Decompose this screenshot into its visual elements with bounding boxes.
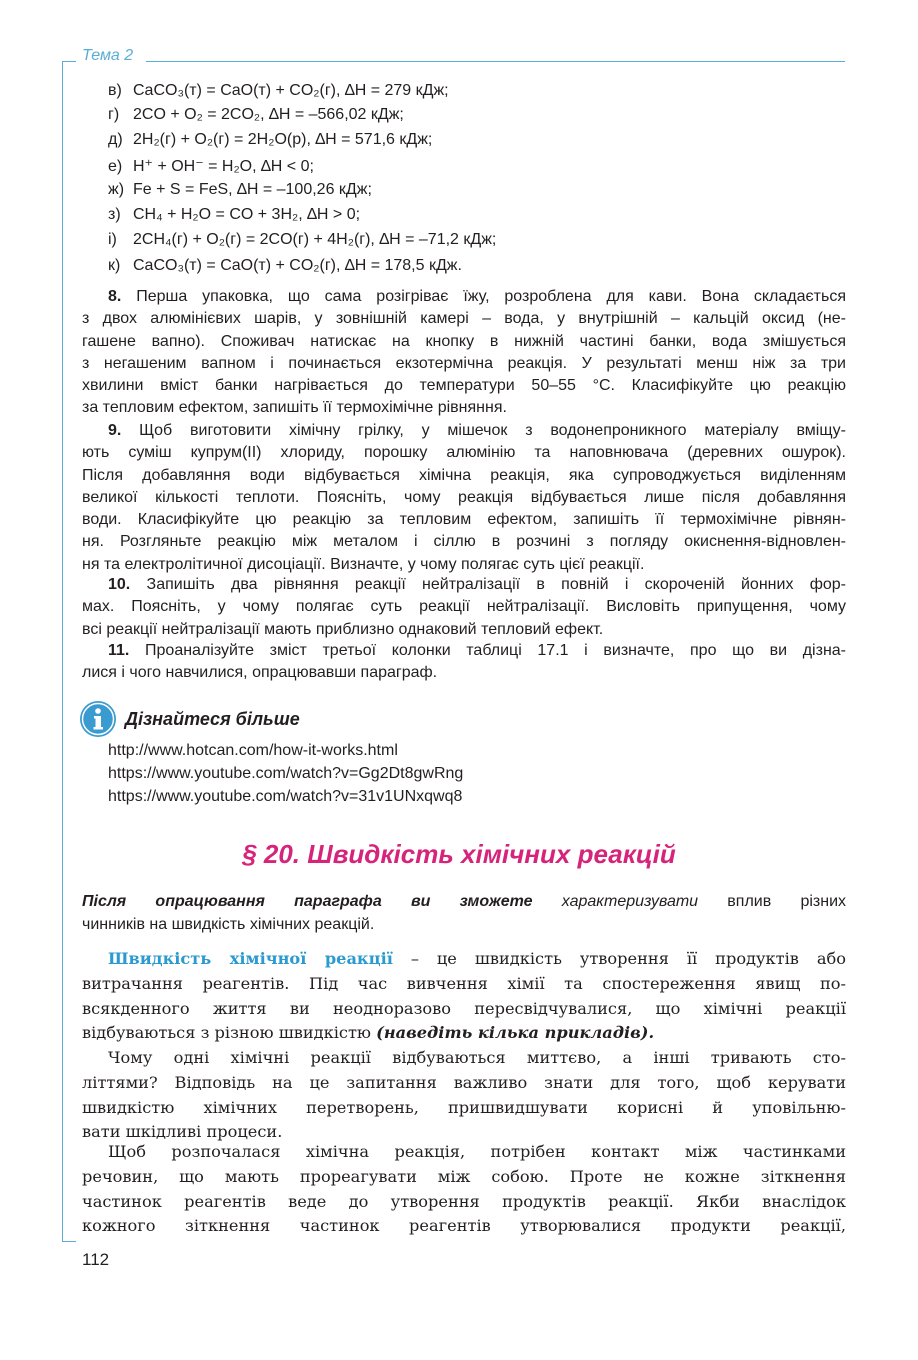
equation-label: д) [108,131,123,148]
task-10 [82,574,846,641]
link[interactable]: https://www.youtube.com/watch?v=31v1UNxqwq8 [108,788,463,805]
task-number: 8. [108,288,122,305]
equation [108,181,372,199]
task-text: Щоб виготовити хімічну грілку, у мішечок з водонепроникного матеріалу вміщу- [139,422,846,439]
equation-text: CaCO₃(т) = CaO(т) + CO₂(г), ∆H = 279 кДж; [133,82,449,99]
intro-text: вплив різних [727,893,847,910]
intro-text: чинників на швидкість хімічних реакцій. [82,915,375,933]
equation [108,231,496,249]
body-text: всякденного життя ви неодноразово пересвідчувалися, що хімічні реакції [82,998,846,1018]
equation-text: CaCO₃(т) = CaO(т) + CO₂(г), ∆H = 178,5 кДж. [133,257,462,274]
key-term: Швидкість хімічної реакції [108,949,393,968]
task-text: ня. Розгляньте реакцію між металом і сіллю в розчині з погляду окиснення-відновлен- [82,533,846,551]
equation [108,156,314,176]
body-text: речовин, що мають прореагувати між собою. Проте не кожне зіткнення [82,1166,846,1186]
body-text: літтями? Відповідь на це запитання важливо знати для того, щоб керувати [82,1072,846,1092]
paragraph [82,1140,846,1239]
body-text: частинок реагентів веде до утворення продуктів реакції. Якби внаслідок [82,1191,846,1211]
task-text: ють суміш купрум(ІІ) хлориду, порошку алюмінію та наповнювача (деревних ошурок). [82,444,846,462]
equation-label: ж) [108,181,125,198]
equation [108,82,449,100]
body-text: витрачання реагентів. Під час вивчення хімії та спостереження явищ по- [82,973,846,993]
equation-text: H⁺ + OH⁻ = H₂O, ∆H < 0; [133,158,314,175]
intro-italic: характеризувати [561,893,699,910]
body-text: відбуваються з різною швидкістю [82,1023,377,1043]
equation-label: з) [108,206,121,223]
equation-text: 2H₂(г) + O₂(г) = 2H₂O(р), ∆H = 571,6 кДж; [133,131,433,148]
topic-header: Тема 2 [82,47,134,64]
equation-label: в) [108,82,122,99]
task-text: лися і чого навчилися, опрацювавши параграф. [82,664,438,682]
equation-text: 2CO + O₂ = 2CO₂, ∆H = –566,02 кДж; [133,106,404,123]
link[interactable]: https://www.youtube.com/watch?v=Gg2Dt8gwRng [108,765,464,782]
task-text: всі реакції нейтралізації мають приблизно однаковий тепловий ефект. [82,620,604,638]
task-11 [82,640,846,685]
equation-text: CH₄ + H₂O = CO + 3H₂, ∆H > 0; [133,206,361,223]
task-number: 9. [108,422,122,439]
task-9 [82,420,846,576]
task-text: гашене вапно). Споживач натискає на кнопку в нижній частині банки, вода змішується [82,332,846,350]
body-text: швидкістю хімічних перетворень, пришвидшувати корисні й уповільню- [82,1097,846,1117]
info-title: Дізнайтеся більше [125,709,300,729]
task-text: Проаналізуйте зміст третьої колонки таблиці 17.1 і визначте, про що ви дізна- [145,642,847,659]
task-text: Запишіть два рівняння реакції нейтралізації в повній і скороченій йонних фор- [146,576,846,593]
equation-label: г) [108,106,120,123]
equation-label: і) [108,231,117,248]
frame-line [62,61,63,1241]
equation [108,131,432,149]
equation [108,206,360,224]
task-text: мах. Поясніть, у чому полягає суть реакції нейтралізації. Висловіть припущення, чому [82,598,846,616]
task-number: 10. [108,576,131,593]
link[interactable]: http://www.hotcan.com/how-it-works.html [108,742,398,759]
frame-line [62,61,76,62]
page-number: 112 [82,1250,110,1269]
paragraph [82,947,846,1046]
equation [108,106,404,124]
equation [108,257,462,275]
task-text: хвилини вміст банки нагрівається до температури 50–55 °С. Класифікуйте цю реакцію [82,377,846,395]
paragraph [82,1046,846,1145]
body-text: Щоб розпочалася хімічна реакція, потрібен контакт між частинками [108,1142,846,1161]
body-text: – це швидкість утворення її продуктів або [392,949,847,968]
task-text: Після добавляння води відбувається хімічна реакція, яка супроводжується виділенням [82,466,846,484]
body-text: кожного зіткнення частинок реагентів утворювалися продукти реакції, [82,1216,846,1236]
section-title: § 20. Швидкість хімічних реакцій [242,839,676,869]
task-number: 11. [108,642,130,659]
task-text: великої кількості теплоти. Поясніть, чому реакція відбувається лише після добавляння [82,488,846,506]
task-text: води. Класифікуйте цю реакцію за тепловим ефектом, запишіть її термохімічне рівнян- [82,511,846,529]
equation-text: Fe + S = FeS, ∆H = –100,26 кДж; [133,181,372,198]
frame-line [62,1241,76,1242]
task-text: ня та електролітичної дисоціації. Визначте, у чому полягає суть цієї реакції. [82,555,645,573]
task-text: Перша упаковка, що сама розігріває їжу, розроблена для кави. Вона складається [136,288,846,305]
task-text: з двох алюмінієвих шарів, у зовнішній камері – вода, у внутрішній – кальцій оксид (не- [82,310,846,328]
task-text: з негашеним вапном і починається екзотермічна реакція. У результаті менш ніж за три [82,354,846,372]
body-italic: (наведіть кілька прикладів). [376,1023,655,1043]
equation-label: к) [108,257,121,274]
section-intro [82,891,846,936]
equation-text: 2CH₄(г) + O₂(г) = 2CO(г) + 4H₂(г), ∆H = –71,2 кДж; [133,231,497,248]
equation-label: е) [108,158,123,175]
body-text: вати шкідливі процеси. [82,1122,283,1142]
intro-bold: Після опрацювання параграфа ви зможете [82,893,533,910]
frame-line [146,61,845,62]
task-8 [82,286,846,420]
task-text: за тепловим ефектом, запишіть її термохімічне рівняння. [82,399,507,417]
body-text: Чому одні хімічні реакції відбуваються миттєво, а інші тривають сто- [108,1048,846,1067]
info-icon [79,700,117,738]
